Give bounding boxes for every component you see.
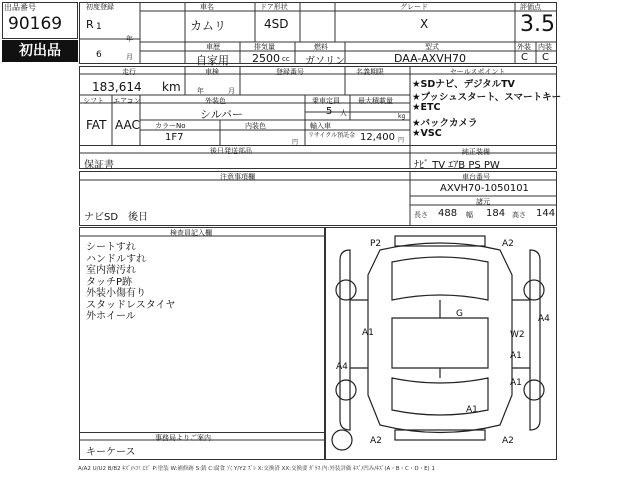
mileage: 183,614 — [92, 80, 142, 94]
recycle-label: リサイクル預託金 — [308, 132, 356, 139]
plate-label: 車歴 — [206, 43, 220, 51]
plate: 自家用 — [196, 54, 229, 67]
damage-mark: A2 — [502, 239, 514, 249]
era: R — [86, 18, 94, 31]
aircon: AAC — [115, 118, 140, 132]
shaken-label: 車検 — [205, 68, 219, 76]
damage-mark: A1 — [510, 351, 522, 361]
fuel-label: 燃料 — [314, 43, 328, 51]
damage-mark: W2 — [510, 330, 525, 340]
score-label: 評価点 — [520, 3, 541, 11]
car-name-label: 車名 — [200, 3, 214, 11]
shift: FAT — [86, 118, 107, 132]
owner-label: 名義期限 — [356, 68, 384, 76]
reg-month: 6 — [96, 50, 102, 60]
ext-label: 外装 — [517, 43, 531, 51]
shaken-month-unit: 月 — [228, 87, 235, 95]
load-label: 最大積載量 — [358, 97, 393, 105]
load-unit: kg — [398, 113, 406, 120]
inspection-item: ハンドルすれ — [86, 253, 146, 265]
inspection-item: 外装小傷有り — [86, 288, 146, 299]
ext-grade: C — [521, 52, 528, 63]
reg-year: 1 — [96, 22, 102, 32]
damage-mark: A4 — [336, 362, 348, 372]
cc-unit: cc — [282, 55, 290, 63]
lot-number: 90169 — [8, 14, 63, 34]
damage-mark: A1 — [362, 328, 374, 338]
sales-point-item: ★プッシュスタート、スマートキー — [412, 92, 562, 103]
inspection-list — [86, 238, 176, 322]
notes-value: ナビSD 後日 — [84, 212, 149, 223]
length: 488 — [438, 208, 458, 219]
import-label: 輸入車 — [310, 122, 331, 130]
capacity: 5 — [326, 106, 333, 117]
damage-mark: A1 — [510, 378, 522, 388]
model-label: 型式 — [425, 43, 439, 51]
inspection-item: 室内薄汚れ — [86, 265, 136, 276]
inspection-item: タッチP跡 — [86, 276, 133, 288]
grade: X — [420, 17, 429, 31]
door-label: ドア形状 — [260, 3, 288, 11]
width-label: 幅 — [466, 211, 473, 219]
recycle-fee-unit: 円 — [398, 137, 405, 144]
damage-mark: P2 — [370, 239, 382, 249]
lot-box — [2, 2, 78, 39]
sales-points-list — [412, 76, 562, 141]
genuine-equipment: ﾅﾋﾞ TV ｴｱB PS PW — [414, 160, 500, 171]
inspection-item: 外ホイール — [86, 311, 136, 322]
score: 3.5 — [520, 12, 555, 37]
displacement: 2500 — [252, 52, 280, 65]
notes-label: 注意事項欄 — [220, 173, 255, 181]
color: シルバー — [200, 108, 243, 121]
int-label: 内装 — [538, 43, 552, 51]
lot-label: 出品番号 — [4, 3, 36, 12]
height: 144 — [536, 208, 556, 219]
grade-label: グレード — [400, 3, 428, 11]
damage-mark: A2 — [370, 436, 382, 446]
sales-point-item: ★ETC — [412, 102, 441, 113]
office-label: 事務局よりご案内 — [155, 434, 211, 442]
sales-point-label: セールスポイント — [450, 68, 506, 76]
chassis-label: 車台番号 — [462, 173, 490, 181]
docs-label: 後日発送部品 — [210, 147, 252, 155]
chassis-number: AXVH70-1050101 — [440, 183, 529, 194]
door-type: 4SD — [264, 17, 289, 31]
recycle-unit: 円 — [292, 139, 299, 146]
damage-mark: A2 — [502, 436, 514, 446]
first-reg-label: 初度登録 — [86, 3, 114, 11]
sales-point-item: ★SDナビ、デジタルTV — [412, 79, 515, 90]
reg-no-label: 登録番号 — [276, 68, 304, 76]
damage-mark: A4 — [538, 314, 550, 324]
inspection-label: 検査員記入欄 — [170, 229, 212, 237]
docs-value: 保証書 — [84, 160, 114, 171]
int-grade: C — [542, 52, 549, 63]
damage-mark: G — [456, 309, 463, 319]
model-code: DAA-AXVH70 — [394, 52, 466, 65]
mileage-unit: km — [162, 80, 181, 94]
width: 184 — [486, 208, 506, 219]
recycle-fee: 12,400 — [360, 132, 395, 143]
length-label: 長さ — [414, 211, 428, 219]
color-label: 外装色 — [205, 97, 226, 105]
damage-mark: A1 — [466, 405, 478, 415]
mileage-label: 走行 — [122, 68, 136, 76]
shift-label: シフト — [83, 97, 104, 105]
shaken-year-unit: 年 — [197, 87, 204, 95]
cc-label: 排気量 — [254, 43, 275, 51]
color-no: 1F7 — [165, 132, 184, 143]
year-unit: 年 — [126, 35, 133, 43]
car-name: カムリ — [190, 19, 227, 33]
genuine-label: 純正装備 — [462, 148, 490, 156]
legend-footer: A/A2 U/U2 B/B2 ｷｽﾞ/ﾍｺﾐ ｴﾋﾞ P:塗装 W:補修跡 S:錆 C:腐食 穴 Y/Y2 ｽﾞﾚ X:交換済 XX:交換要 ｶﾞﾗｽ 内:外装評価 ｷｽﾞ/凹み/ｷｽﾞ(A・B・C・D・E) 1 — [78, 466, 435, 472]
ac-label: エアコン — [113, 97, 141, 105]
capacity-unit: 人 — [340, 109, 347, 117]
sales-point-item: ★バックカメラ — [412, 118, 478, 129]
month-unit: 月 — [126, 53, 133, 61]
capacity-label: 乗車定員 — [312, 97, 340, 105]
fuel: ガソリン — [305, 56, 345, 67]
sales-point-item: ★VSC — [412, 128, 442, 139]
dims-label: 諸元 — [476, 198, 490, 206]
color-no-label: カラーNo — [155, 122, 186, 130]
first-listing-badge: 初出品 — [2, 40, 78, 62]
inspection-item: シートすれ — [86, 242, 136, 253]
height-label: 高さ — [512, 211, 526, 219]
inspection-item: スタッドレスタイヤ — [86, 299, 176, 311]
int-color-label: 内装色 — [245, 122, 266, 130]
office-value: キーケース — [86, 447, 136, 458]
